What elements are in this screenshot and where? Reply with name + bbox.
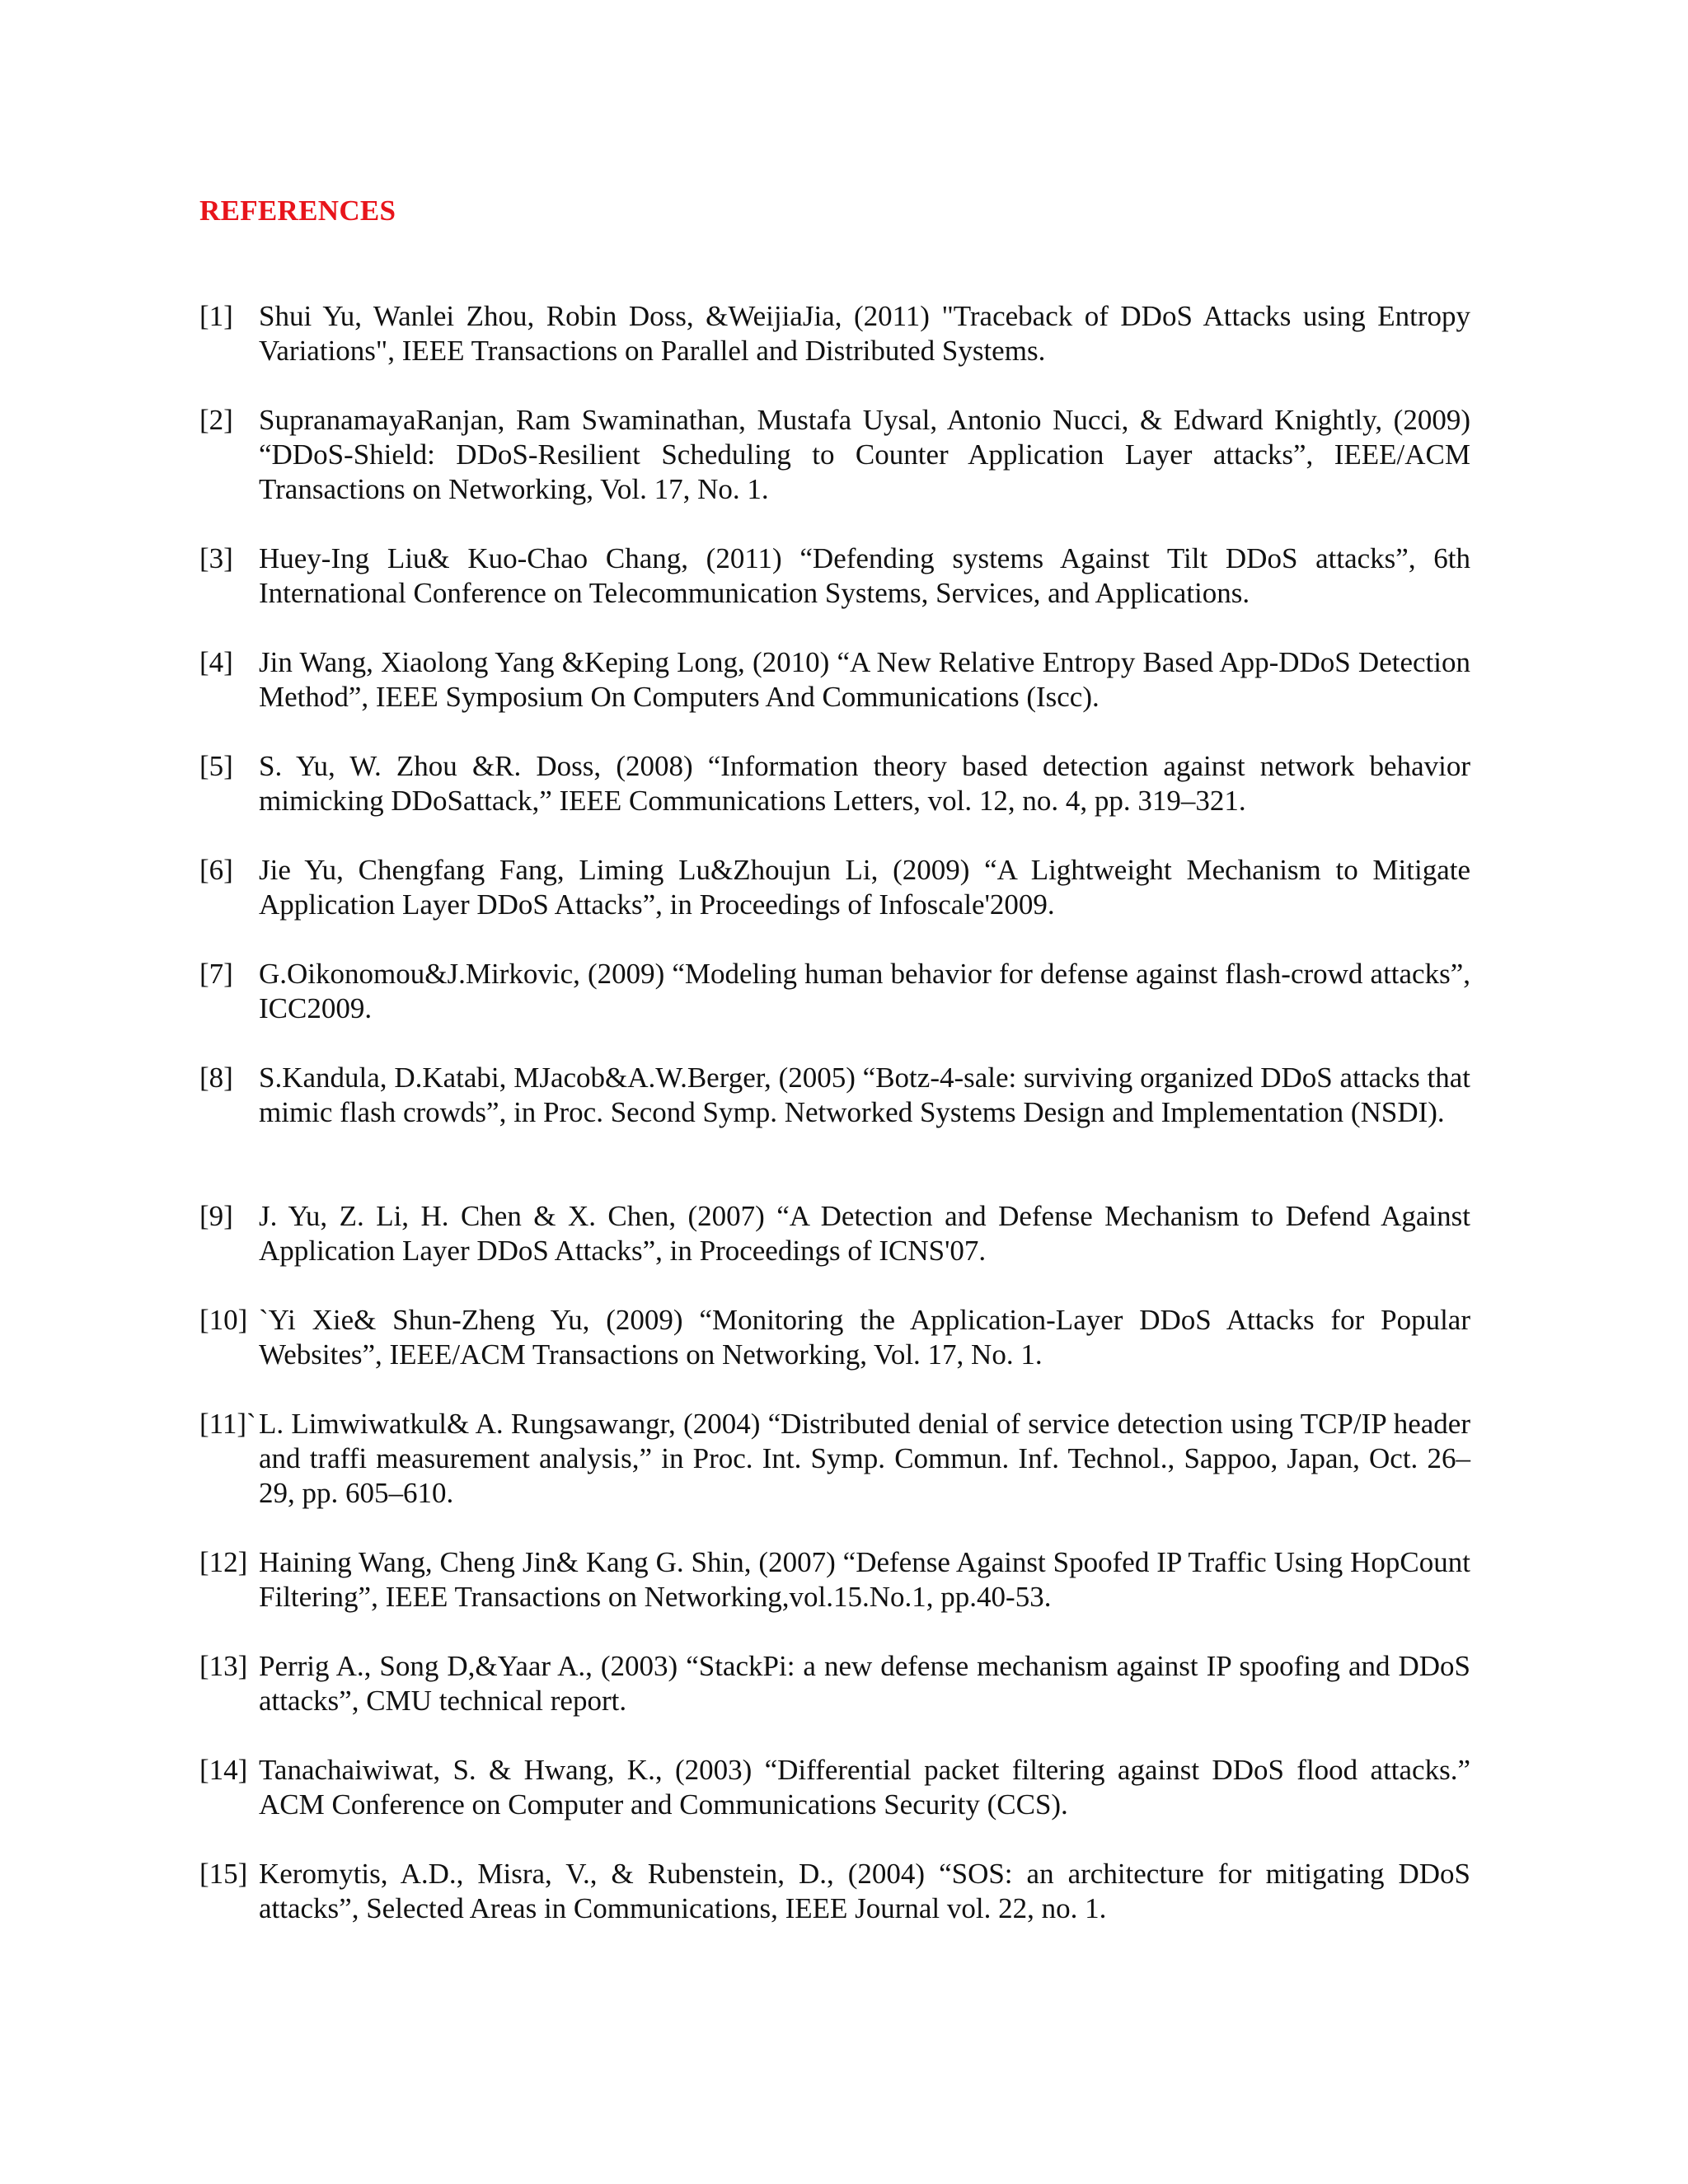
reference-number: [7] xyxy=(199,958,233,990)
reference-item xyxy=(199,1407,1470,1511)
reference-text: Jie Yu, Chengfang Fang, Liming Lu&Zhoujun Li, (2009) “A Lightweight Mechanism to Mitigate Application Layer DDoS Attacks”, in Proceedings of Infoscale'2009. xyxy=(259,854,1470,921)
reference-number: [2] xyxy=(199,404,233,436)
reference-number: [9] xyxy=(199,1200,233,1232)
reference-text: `Yi Xie& Shun-Zheng Yu, (2009) “Monitoring the Application-Layer DDoS Attacks for Popular Websites”, IEEE/ACM Transactions on Networking, Vol. 17, No. 1. xyxy=(259,1304,1470,1371)
reference-item xyxy=(199,1545,1470,1615)
reference-number: [13] xyxy=(199,1650,248,1682)
reference-item xyxy=(199,957,1470,1026)
reference-text: Shui Yu, Wanlei Zhou, Robin Doss, &WeijiaJia, (2011) "Traceback of DDoS Attacks using Entropy Variations", IEEE Transactions on Parallel and Distributed Systems. xyxy=(259,300,1470,367)
reference-item xyxy=(199,541,1470,611)
reference-item xyxy=(199,749,1470,818)
reference-text: L. Limwiwatkul& A. Rungsawangr, (2004) “Distributed denial of service detection using TCP/IP header and traffi measurement analysis,” in Proc. Int. Symp. Commun. Inf. Technol., Sappoo, Japan, Oct. 26–29, pp. 605–610. xyxy=(259,1408,1470,1509)
reference-item xyxy=(199,1061,1470,1130)
reference-text: G.Oikonomou&J.Mirkovic, (2009) “Modeling human behavior for defense against flash-crowd attacks”, ICC2009. xyxy=(259,958,1470,1024)
reference-text: Perrig A., Song D,&Yaar A., (2003) “StackPi: a new defense mechanism against IP spoofing and DDoS attacks”, CMU technical report. xyxy=(259,1650,1470,1717)
reference-number: [1] xyxy=(199,300,233,332)
reference-number: [3] xyxy=(199,542,233,574)
reference-number: [8] xyxy=(199,1062,233,1094)
reference-item xyxy=(199,403,1470,507)
reference-text: S.Kandula, D.Katabi, MJacob&A.W.Berger, (2005) “Botz-4-sale: surviving organized DDoS attacks that mimic flash crowds”, in Proc. Second Symp. Networked Systems Design and Implementation (NSDI). xyxy=(259,1062,1470,1128)
reference-number: [12] xyxy=(199,1546,248,1578)
references-heading: REFERENCES xyxy=(199,194,396,227)
reference-text: J. Yu, Z. Li, H. Chen & X. Chen, (2007) “A Detection and Defense Mechanism to Defend Against Application Layer DDoS Attacks”, in Proceedings of ICNS'07. xyxy=(259,1200,1470,1267)
reference-number: [4] xyxy=(199,646,233,678)
reference-text: Tanachaiwiwat, S. & Hwang, K., (2003) “Differential packet filtering against DDoS flood attacks.” ACM Conference on Computer and Communications Security (CCS). xyxy=(259,1754,1470,1821)
reference-number: [14] xyxy=(199,1754,248,1786)
reference-number: [11]` xyxy=(199,1408,256,1440)
reference-item xyxy=(199,1753,1470,1822)
reference-number: [5] xyxy=(199,750,233,782)
reference-number: [15] xyxy=(199,1858,248,1890)
reference-text: Jin Wang, Xiaolong Yang &Keping Long, (2010) “A New Relative Entropy Based App-DDoS Detection Method”, IEEE Symposium On Computers And Communications (Iscc). xyxy=(259,646,1470,713)
reference-number: [10] xyxy=(199,1304,248,1336)
reference-number: [6] xyxy=(199,854,233,886)
reference-item xyxy=(199,1857,1470,1926)
reference-text: Keromytis, A.D., Misra, V., & Rubenstein, D., (2004) “SOS: an architecture for mitigating DDoS attacks”, Selected Areas in Communications, IEEE Journal vol. 22, no. 1. xyxy=(259,1858,1470,1924)
reference-item xyxy=(199,645,1470,715)
reference-text: Huey-Ing Liu& Kuo-Chao Chang, (2011) “Defending systems Against Tilt DDoS attacks”, 6th International Conference on Telecommunication Systems, Services, and Applications. xyxy=(259,542,1470,609)
reference-text: Haining Wang, Cheng Jin& Kang G. Shin, (2007) “Defense Against Spoofed IP Traffic Using HopCount Filtering”, IEEE Transactions on Networking,vol.15.No.1, pp.40-53. xyxy=(259,1546,1470,1613)
reference-item xyxy=(199,1199,1470,1268)
reference-text: SupranamayaRanjan, Ram Swaminathan, Mustafa Uysal, Antonio Nucci, & Edward Knightly, (2009) “DDoS-Shield: DDoS-Resilient Scheduling to Counter Application Layer attacks”, IEEE/ACM Transactions on Networking, Vol. 17, No. 1. xyxy=(259,404,1470,505)
reference-item xyxy=(199,1303,1470,1372)
reference-item xyxy=(199,299,1470,368)
reference-text: S. Yu, W. Zhou &R. Doss, (2008) “Information theory based detection against network behavior mimicking DDoSattack,” IEEE Communications Letters, vol. 12, no. 4, pp. 319–321. xyxy=(259,750,1470,817)
reference-item xyxy=(199,1649,1470,1718)
reference-item xyxy=(199,853,1470,922)
